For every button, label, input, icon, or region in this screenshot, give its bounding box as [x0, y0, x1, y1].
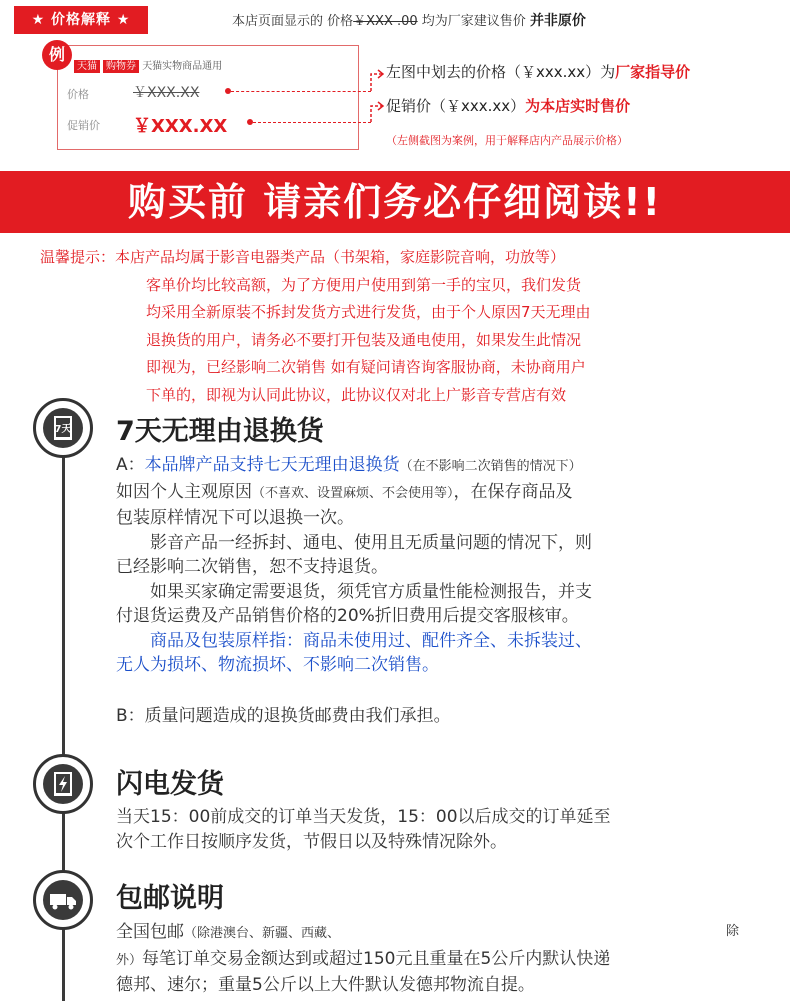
shop-text: 天猫实物商品通用 [142, 61, 223, 72]
seven-day-icon [33, 398, 93, 458]
free-line1-note: （除港澳台、新疆、西藏、 [184, 926, 341, 941]
free-line1-end: 除 [726, 924, 740, 939]
tips-line: 温馨提示：本店产品均属于影音电器类产品（书架箱，家庭影院音响，功放等） [40, 248, 566, 266]
pointer-arrows [366, 68, 386, 126]
section-title-shipping: 闪电发货 [116, 769, 224, 800]
example-shop-row [74, 57, 222, 72]
tips-line: 即视为，已经影响二次销售 如有疑问请咨询客服协商，未协商用户 [146, 358, 586, 376]
free-line2-rest: 每笔订单交易金额达到或超过150元且重量在5公斤内默认快递 [142, 948, 611, 969]
tips-line: 下单的，即视为认同此协议，此协议仅对北上广影音专营店有效 [146, 385, 567, 404]
p3-line1: 如果买家确定需要退货，须凭官方质量性能检测报告，并支 [150, 581, 592, 602]
explain-row-promo-price [386, 95, 630, 116]
explain-row2-text: 促销价（￥xxx.xx） [386, 97, 526, 115]
pointer-line [231, 91, 371, 93]
p4-line2: 无人为损坏、物流损坏、不影响二次销售。 [116, 655, 439, 675]
a-policy: 本品牌产品支持七天无理由退换货 [144, 455, 400, 475]
explain-row-guide-price [386, 61, 690, 82]
a-label: A： [116, 455, 145, 475]
tips-line: 客单价均比较高额，为了方便用户使用到第一手的宝贝，我们发货 [146, 275, 582, 294]
example-struck-price: ￥XXX.XX [133, 85, 200, 101]
example-badge: 例 [42, 40, 72, 70]
tips-line: 均采用全新原装不拆封发货方式进行发货，由于个人原因7天无理由 [146, 303, 591, 321]
price-note-mid: 均为厂家建议售价 [417, 14, 530, 29]
tmall-tag: 天猫 [74, 60, 100, 73]
svg-text:7天: 7天 [54, 424, 72, 435]
p2-line2: 已经影响二次销售，恕不支持退货。 [116, 557, 388, 577]
price-explain-tag: ★ 价格解释 ★ [14, 6, 148, 34]
shipping-line2: 次个工作日按顺序发货，节假日以及特殊情况除外。 [116, 831, 507, 852]
example-promo-price: ￥XXX.XX [133, 116, 228, 137]
example-promo-label: 促销价 [67, 119, 100, 132]
truck-icon [33, 870, 93, 930]
coupon-tag: 购物券 [103, 60, 139, 73]
section-free-shipping-body [116, 920, 776, 998]
p1-line2: 包装原样情况下可以退换一次。 [116, 508, 354, 528]
p1-end: ，在保存商品及 [453, 481, 573, 502]
explain-row2-red: 为本店实时售价 [525, 97, 631, 115]
tips-line: 退换货的用户，请务必不要打开包装及通电使用，如果发生此情况 [146, 330, 582, 349]
section-shipping-body [116, 805, 776, 854]
lightning-icon [33, 754, 93, 814]
explain-note: （左侧截图为案例，用于解释店内产品展示价格） [386, 134, 628, 147]
free-line3: 德邦、速尔；重量5公斤以上大件默认发德邦物流自提。 [116, 975, 535, 995]
pointer-line [253, 122, 371, 124]
free-line2-note: 外） [116, 952, 143, 968]
section-title-returns: 7天无理由退换货 [116, 416, 324, 447]
shipping-line1: 当天15：00前成交的订单当天发货，15：00以后成交的订单延至 [116, 807, 611, 827]
banner-title: 购买前 请亲们务必仔细阅读!! [128, 180, 662, 224]
section-returns-body [116, 453, 776, 728]
section-title-free-shipping: 包邮说明 [116, 883, 224, 914]
p2-line1: 影音产品一经拆封、通电、使用且无质量问题的情况下，则 [150, 532, 592, 553]
explain-row1-red: 厂家指导价 [615, 63, 691, 81]
price-note-bold: 并非原价 [529, 13, 586, 29]
explain-row1-text: 左图中划去的价格（￥xxx.xx）为 [386, 63, 616, 81]
example-price-label: 价格 [67, 88, 89, 101]
b-line: B：质量问题造成的退换货邮费由我们承担。 [116, 705, 451, 726]
free-line1-start: 全国包邮 [116, 922, 184, 942]
p4-line1: 商品及包装原样指：商品未使用过、配件齐全、未拆装过、 [150, 630, 592, 651]
a-note: （在不影响二次销售的情况下） [399, 459, 582, 474]
warm-tips [40, 244, 760, 409]
price-note-price: ￥XXX .00 [353, 14, 418, 29]
price-note [232, 10, 586, 30]
p1-start: 如因个人主观原因 [116, 481, 252, 502]
price-note-prefix: 本店页面显示的 价格 [232, 14, 354, 29]
p3-line2: 付退货运费及产品销售价格的20%折旧费用后提交客服核审。 [116, 606, 579, 626]
p1-note: （不喜欢、设置麻烦、不会使用等） [252, 485, 454, 501]
